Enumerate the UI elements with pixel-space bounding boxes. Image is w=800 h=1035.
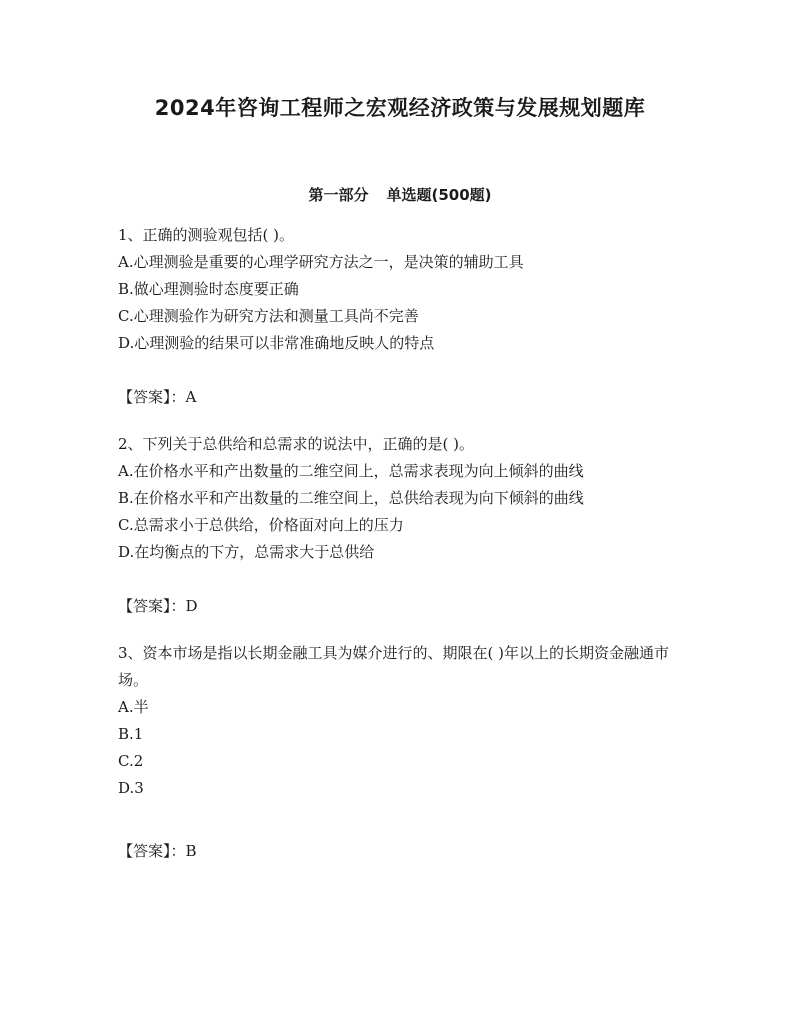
option-a: A.半 [118, 698, 149, 716]
option-b: B.做心理测验时态度要正确 [118, 280, 299, 298]
option-a: A.心理测验是重要的心理学研究方法之一，是决策的辅助工具 [118, 253, 524, 271]
answer-label: 【答案】：D [118, 597, 198, 615]
option-c: C.2 [118, 752, 144, 770]
option-d: D.3 [118, 779, 144, 797]
option-b: B.在价格水平和产出数量的二维空间上，总供给表现为向下倾斜的曲线 [118, 489, 584, 507]
option-d: D.在均衡点的下方，总需求大于总供给 [118, 543, 375, 561]
option-c: C.总需求小于总供给，价格面对向上的压力 [118, 516, 404, 534]
answer-label: 【答案】：B [118, 842, 197, 860]
section-part: 第一部分 [308, 186, 369, 204]
option-d: D.心理测验的结果可以非常准确地反映人的特点 [118, 334, 435, 352]
question-stem: 3、资本市场是指以长期金融工具为媒介进行的、期限在( )年以上的长期资金融通市场。 [118, 644, 670, 689]
option-a: A.在价格水平和产出数量的二维空间上，总需求表现为向上倾斜的曲线 [118, 462, 584, 480]
question-stem: 1、正确的测验观包括( )。 [118, 226, 295, 244]
question-3 [118, 640, 678, 865]
question-list [118, 222, 678, 865]
section-title: 单选题(500题) [386, 186, 492, 204]
option-b: B.1 [118, 725, 144, 743]
answer-label: 【答案】：A [118, 388, 197, 406]
question-stem: 2、下列关于总供给和总需求的说法中，正确的是( )。 [118, 435, 475, 453]
question-2 [118, 431, 678, 620]
section-heading [0, 184, 800, 205]
option-c: C.心理测验作为研究方法和测量工具尚不完善 [118, 307, 419, 325]
document-title: 2024年咨询工程师之宏观经济政策与发展规划题库 [154, 96, 646, 120]
question-1 [118, 222, 678, 411]
